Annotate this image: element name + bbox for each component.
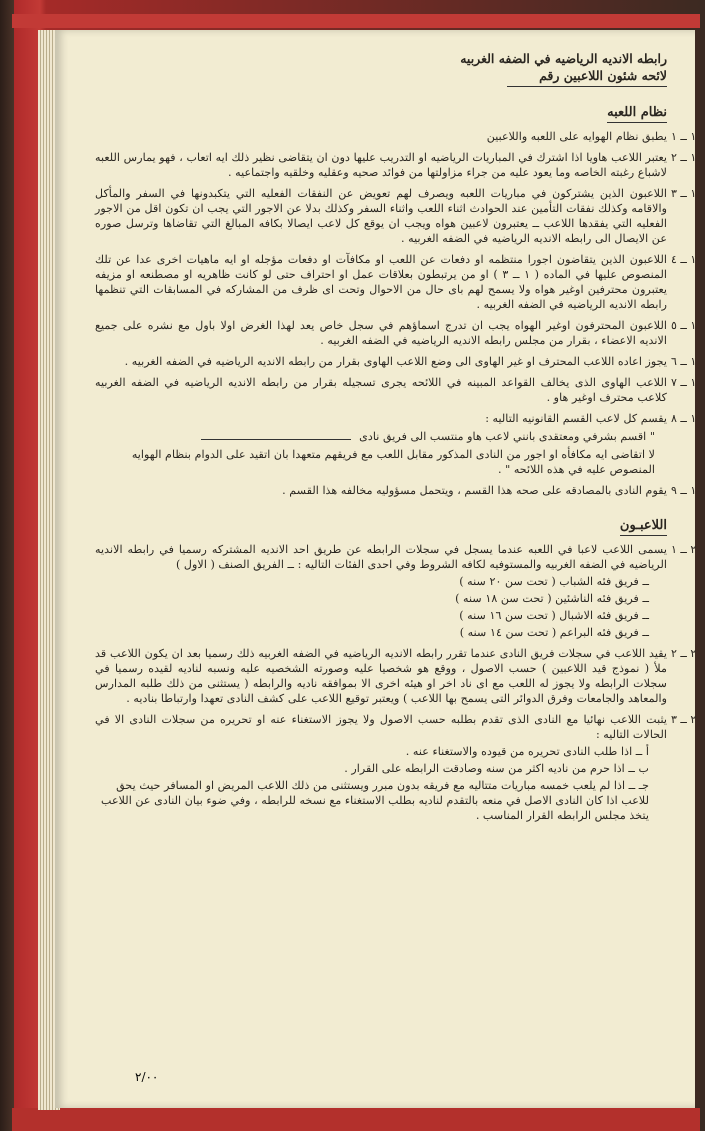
clause-number: ٢ ــ ٢ [671,647,697,660]
header-subtitle: لائحه شئون اللاعبين رقم [539,68,667,83]
header-divider [507,86,667,87]
clause-text: يجوز اعاده اللاعب المحترف او غير الهاوى الى وضع اللاعب الهاوى بقرار من رابطه الانديه الرياضيه في الضفه الغربيه . [124,355,667,368]
clause-number: ١ ــ ٨ [671,412,697,425]
page-number: ٢/٠٠ [135,1070,159,1084]
case-a: أ ــ اذا طلب النادى تحريره من قيوده والاستغناء عنه . [405,745,649,758]
clause-number: ١ ــ ١ [671,130,697,143]
clause-1-9 [95,483,697,498]
oath-text: " اقسم بشرفي ومعتقدى بانني لاعب هاو منتسب الى فريق نادى [359,430,655,443]
clause-text: يسمى اللاعب لاعبا في اللعبه عندما يسجل في سجلات الرابطه عن طريق احد الانديه المشتركه رسميا في رابطه الانديه الرياضيه في الضفه الغربيه والمستوفيه لكافه الشروط وفي احدى الفئات التاليه : ــ الفريق الصنف ( الاول ) [95,543,667,571]
clause-number: ١ ــ ٣ [671,187,697,200]
page-content [95,50,697,829]
clause-text: يقسم كل لاعب القسم القانونيه التاليه : [485,412,667,425]
clause-1-4 [95,252,697,312]
category-buds: ــ فريق فئه البراعم ( تحت سن ١٤ سنه ) [459,626,649,639]
clause-1-1 [95,129,697,144]
clause-2-3 [95,712,697,823]
oath-line-1 [95,429,655,444]
document-page [55,30,695,1108]
section-title-players: اللاعبـون [620,518,667,536]
clause-text: اللاعبون الذين يشتركون في مباريات اللعبه ويصرف لهم تعويض عن النفقات الفعليه التي يتكبدونها في السفر والمأكل والاقامه وكذلك نفقات التأمين عند الحوادث اثناء اللعب واثناء السفر وكذلك بدلا عن الاجور التي يجب ان تكون اقل من الاجور الفعليه التي يفقدها اللاعب ــ يعتبرون لاعبين هواه ويجب ان يوقع كل لاعب ايصالا بكافه المبالغ التي تقاضاها وترسل صوره عن الايصال الى رابطه الانديه الرياضيه في الضفه الغربيه . [95,187,667,245]
category-cubs: ــ فريق فئه الاشبال ( تحت سن ١٦ سنه ) [459,609,649,622]
clause-text: اللاعبون المحترفون اوغير الهواه يجب ان تدرج اسماؤهم في سجل خاص يعد لهذا الغرض اولا باول مع نشره على جميع الانديه الاعضاء ، بقرار من مجلس رابطه الانديه الرياضيه في الضفه الغربيه . [95,319,667,347]
clause-1-7 [95,375,697,405]
cover-bottom-edge [12,1108,700,1131]
clause-number: ١ ــ ٤ [671,253,697,266]
clause-text: يقوم النادى بالمصادقه على صحه هذا القسم ، ويتحمل مسؤوليه مخالفه هذا القسم . [282,484,667,497]
clause-number: ١ ــ ٥ [671,319,697,332]
clause-number: ١ ــ ٧ [671,376,697,389]
category-youth: ــ فريق فئه الشباب ( تحت سن ٢٠ سنه ) [459,575,649,588]
clause-1-6 [95,354,697,369]
club-name-blank [201,439,351,440]
category-juniors: ــ فريق فئه الناشئين ( تحت سن ١٨ سنه ) [455,592,649,605]
clause-number: ٢ ــ ٣ [671,713,697,726]
clause-text: اللاعبون الذين يتقاضون اجورا منتظمه او دفعات عن اللعب او مكافآت او دفعات مؤجله او ايه ماهيات اخرى عدا عن تلك المنصوص عليها في الماده ( ١ ــ ٣ ) او من يرتبطون بعلاقات عمل او احتراف حتى لو كانت ظاهريه او مصطنعه او مزيفه يعتبرون محترفين اوغير هواه ولا يسمح لهم باى حال من الاحوال وتحت اى ظرف من المشاركه في المسابقات التي تنظمها رابطه الانديه الرياضيه في الضفه الغربيه . [95,253,667,311]
clause-1-5 [95,318,697,348]
clause-2-2 [95,646,697,706]
clause-1-8 [95,411,697,477]
clause-2-1 [95,542,697,640]
clause-text: يعتبر اللاعب هاويا اذا اشترك في المباريات الرياضيه او التدريب عليها دون ان يتقاضى نظير ذلك ايه اتعاب ، فهو يمارس اللعبه لاشباع رغبته الخاصه وما يعود عليه من جراء مزاولتها من فوائد صحيه وعقليه وخلقيه واجتماعيه . [95,151,667,179]
clause-1-3 [95,186,697,246]
clause-text: يطبق نظام الهوايه على اللعبه واللاعبين [486,130,667,143]
case-c: جـ ــ اذا لم يلعب خمسه مباريات متتاليه مع فريقه بدون مبرر ويستثنى من ذلك اللاعب المريض او المسافر حيث يحق للاعب اذا كان النادى الاصل في منعه بالتقدم لناديه بطلب الاستغناء مع نسخه للرابطه ، وفي ضوء بيان النادى عن اللاعب يتخذ مجلس الرابطه القرار المناسب . [100,779,649,822]
clause-1-2 [95,150,697,180]
clause-number: ١ ــ ٢ [671,151,697,164]
case-b: ب ــ اذا حرم من ناديه اكثر من سنه وصادقت الرابطه على القرار . [344,762,649,775]
section-title-game-system: نظام اللعبه [607,105,667,123]
clause-text: اللاعب الهاوى الذى يخالف القواعد المبينه في اللائحه يجرى تسجيله بقرار من رابطه الانديه الرياضيه في الضفه الغربيه كلاعب محترف اوغير هاو . [95,376,667,404]
header-title: رابطه الانديه الرياضيه في الضفه الغربيه [460,51,667,66]
clause-text: يقيد اللاعب في سجلات فريق النادى عندما تقرر رابطه الانديه الرياضيه في الضفه الغربيه ذلك رسميا بعد ان يكون اللاعب قد ملأ ( نموذج قيد اللاعبين ) حسب الاصول ، ووقع هو شخصيا عليه وصورته الشخصيه عليه ونسبه لناديه لقيده رسميا في سجلات الرابطه ولا يجوز له اللعب مع اى ناد اخر او هيئه اخرى الا بموافقه ناديه والرابطه ( يستثنى من ذلك طلبه المدارس والمعاهد والجامعات وفرق الدوائر التى يسمح بها اللاعب ) ويعتبر توقيع اللاعب على كشف النادى تعهدا وارتباطا بناديه . [95,647,667,705]
clause-number: ١ ــ ٦ [671,355,697,368]
oath-line-2: لا اتقاضى ايه مكافأه او اجور من النادى المذكور مقابل اللعب مع فريقهم متعهدا بان اتقيد على الدوام بنظام الهوايه المنصوص عليه في هذه اللائحه " . [131,448,655,476]
clause-number: ٢ ــ ١ [671,543,697,556]
clause-number: ١ ــ ٩ [671,484,697,497]
clause-text: يثبت اللاعب نهائيا مع النادى الذى تقدم بطلبه حسب الاصول ولا يجوز الاستغناء عنه او تحريره من سجلات النادى الا في الحالات التاليه : [95,713,667,741]
cover-top-edge [12,14,700,28]
